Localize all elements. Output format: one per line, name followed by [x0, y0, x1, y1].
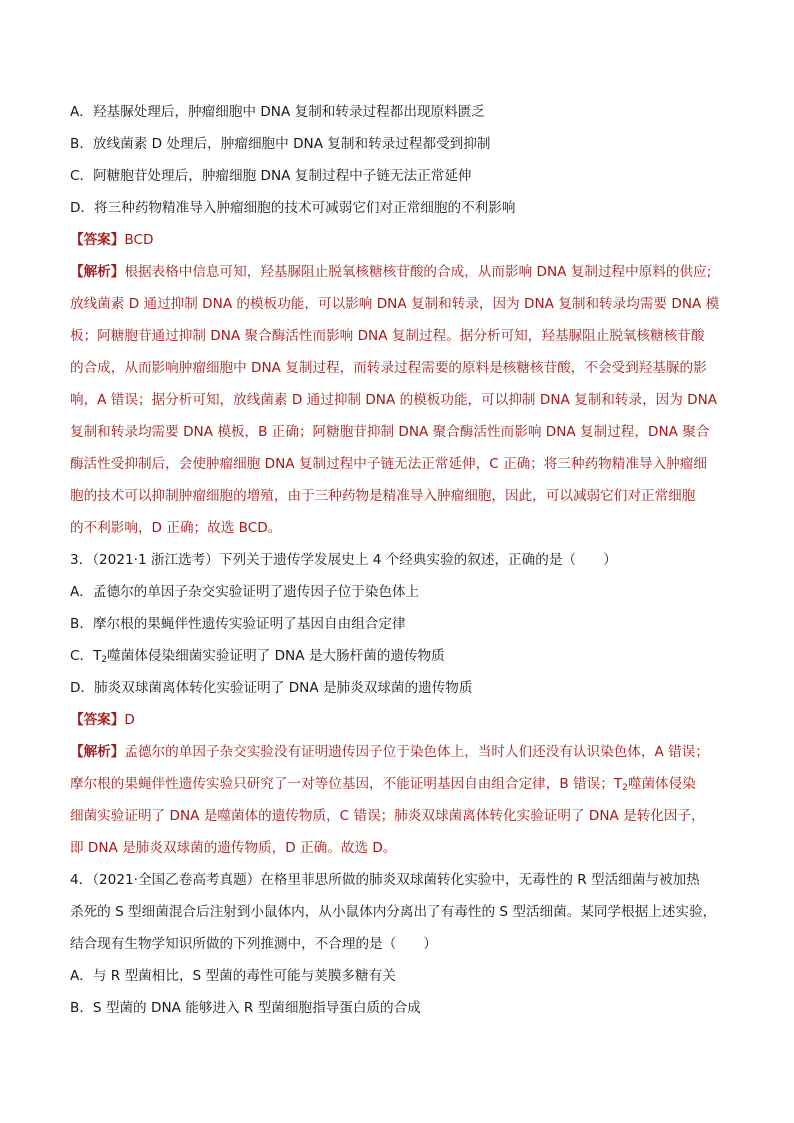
- q2-analysis-line: 响，A 错误；据分析可知，放线菌素 D 通过抑制 DNA 的模板功能，可以抑制 DNA 复制和转录，因为 DNA: [70, 392, 718, 408]
- q2-analysis-line: 放线菌素 D 通过抑制 DNA 的模板功能，可以影响 DNA 复制和转录，因为 DNA 复制和转录均需要 DNA 模: [70, 296, 720, 312]
- q3-analysis-line: 细菌实验证明了 DNA 是噬菌体的遗传物质，C 错误；肺炎双球菌离体转化实验证明了 DNA 是转化因子，: [70, 808, 705, 824]
- q2-analysis-line: 酶活性受抑制后，会使肿瘤细胞 DNA 复制过程中子链无法正常延伸，C 正确；将三种药物精准导入肿瘤细: [70, 456, 707, 472]
- q4-stem-line: 4．（2021·全国乙卷高考真题）在格里菲思所做的肺炎双球菌转化实验中，无毒性的 R 型活细菌与被加热: [70, 872, 700, 888]
- analysis-tag: 【解析】: [70, 264, 125, 280]
- q2-option-c: C．阿糖胞苷处理后，肿瘤细胞 DNA 复制过程中子链无法正常延伸: [70, 168, 472, 184]
- answer-value: BCD: [124, 232, 154, 248]
- q4-option-a: A．与 R 型菌相比，S 型菌的毒性可能与荚膜多糖有关: [70, 968, 396, 984]
- analysis-text: 根据表格中信息可知，羟基脲阻止脱氧核糖核苷酸的合成，从而影响 DNA 复制过程中原料的供应;: [124, 264, 712, 280]
- q3-answer: [70, 710, 730, 730]
- q2-option-d: D．将三种药物精准导入肿瘤细胞的技术可减弱它们对正常细胞的不利影响: [70, 200, 516, 216]
- answer-tag: 【答案】: [70, 712, 125, 728]
- q2-analysis-line: 胞的技术可以抑制肿瘤细胞的增殖，由于三种药物是精准导入肿瘤细胞，因此，可以减弱它们对正常细胞: [70, 488, 696, 504]
- q3-stem: 3．（2021·1 浙江选考）下列关于遗传学发展史上 4 个经典实验的叙述，正确的是（ ）: [70, 552, 617, 568]
- q3-analysis-line: 即 DNA 是肺炎双球菌的遗传物质，D 正确。故选 D。: [70, 840, 397, 856]
- q2-answer: [70, 230, 730, 250]
- q3-analysis-line: 摩尔根的果蝇伴性遗传实验只研究了一对等位基因，不能证明基因自由组合定律，B 错误；$T_2$噬菌体侵染: [70, 776, 696, 793]
- q3-analysis-line: [70, 742, 730, 762]
- analysis-text: 孟德尔的单因子杂交实验没有证明遗传因子位于染色体上，当时人们还没有认识染色体，A 错误；: [124, 744, 709, 760]
- q2-analysis-line: 板；阿糖胞苷通过抑制 DNA 聚合酶活性而影响 DNA 复制过程。据分析可知，羟基脲阻止脱氧核糖核苷酸: [70, 328, 705, 344]
- q3-option-a: A．孟德尔的单因子杂交实验证明了遗传因子位于染色体上: [70, 584, 420, 600]
- answer-tag: 【答案】: [70, 232, 125, 248]
- q4-stem-line: 结合现有生物学知识所做的下列推测中，不合理的是（ ）: [70, 936, 438, 952]
- q2-option-a: A．羟基脲处理后，肿瘤细胞中 DNA 复制和转录过程都出现原料匮乏: [70, 104, 485, 120]
- q2-option-b: B．放线菌素 D 处理后，肿瘤细胞中 DNA 复制和转录过程都受到抑制: [70, 136, 491, 152]
- analysis-tag: 【解析】: [70, 744, 125, 760]
- q2-analysis-line: 的不利影响，D 正确；故选 BCD。: [70, 520, 282, 536]
- answer-value: D: [124, 712, 135, 728]
- q4-stem-line: 杀死的 S 型细菌混合后注射到小鼠体内，从小鼠体内分离出了有毒性的 S 型活细菌。某同学根据上述实验，: [70, 904, 717, 920]
- q2-analysis-line: 的合成，从而影响肿瘤细胞中 DNA 复制过程，而转录过程需要的原料是核糖核苷酸，不会受到羟基脲的影: [70, 360, 707, 376]
- q4-option-b: B．S 型菌的 DNA 能够进入 R 型菌细胞指导蛋白质的合成: [70, 1000, 421, 1016]
- q2-analysis-line: 复制和转录均需要 DNA 模板，B 正确；阿糖胞苷抑制 DNA 聚合酶活性而影响 DNA 复制过程，DNA 聚合: [70, 424, 710, 440]
- q3-option-d: D．肺炎双球菌离体转化实验证明了 DNA 是肺炎双球菌的遗传物质: [70, 680, 473, 696]
- q2-analysis-line: [70, 262, 730, 282]
- q3-option-b: B．摩尔根的果蝇伴性遗传实验证明了基因自由组合定律: [70, 616, 406, 632]
- q3-option-c: C．$T_2$噬菌体侵染细菌实验证明了 DNA 是大肠杆菌的遗传物质: [70, 648, 445, 665]
